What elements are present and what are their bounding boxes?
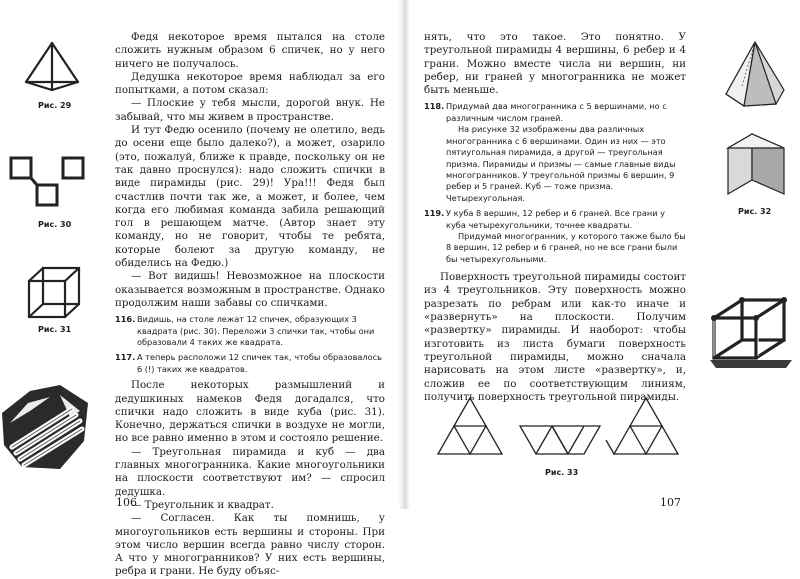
exercise-116 [115, 314, 385, 348]
caption-fig30: Рис. 30 [38, 220, 72, 229]
left-page-text [115, 31, 385, 579]
paragraph: — Треугольник и квадрат. [131, 498, 274, 511]
exercise-text: На рисунке 32 изображены два различных многогранника с 6 вершинами. Один из них — это пятиугольная пирамида, а другой — треугольная призма. Пирамиды и призмы — самые главные виды многогранников. У треугольной призмы 6 вершин, 9 ребер и 5 граней. Куб — тоже призма. Четырехугольная. [446, 124, 676, 203]
exercise-number: 119. [424, 208, 445, 219]
book-spine-gutter [398, 0, 410, 509]
paragraph: После некоторых размышлений и дедушкиных намеков Федя догадался, что спички надо сложить в виде куба (рис. 31). Конечно, держаться спички в воздухе не могли, но все равно именно в этом и состояло решение. [115, 379, 385, 445]
cube-frame-illustration [706, 290, 794, 370]
right-figure-column [700, 0, 800, 509]
caption-fig33: Рис. 33 [545, 468, 579, 477]
exercise-118 [424, 101, 686, 204]
paragraph: — Согласен. Как ты помнишь, у многоугольников есть вершины и стороны. При этом число вершин всегда равно числу сторон. А что у многогранников? У них есть вершины, ребра и грани. Не буду объяс- [115, 512, 385, 578]
match-bundle-illustration [0, 383, 92, 473]
matchstick-pyramid-figure [22, 40, 82, 95]
exercise-text: Придумай два многогранника с 5 вершинами, но с различным числом граней. [446, 101, 667, 123]
triangular-prism-figure [722, 128, 790, 200]
paragraph: нять, что это такое. Это понятно. У треугольной пирамиды 4 вершины, 6 ребер и 4 грани. Можно вместе числа ни вершин, ни ребер, ни граней у многогранника не может быть меньше. [424, 31, 686, 97]
exercise-text: А теперь расположи 12 спичек так, чтобы образовалось 6 (!) таких же квадратов. [137, 352, 382, 374]
paragraph: Поверхность треугольной пирамиды состоит из 4 треугольников. Эту поверхность можно разрезать по ребрам или как-то иначе и «развернуть» на плоскости. Получим «развертку» пирамиды. И наоборот: чтобы изготовить из листа бумаги поверхность треугольной пирамиды, можно сначала нарисовать на этом листе «развертку», и, сложив ее по соответствующим линиям, получить поверхность треугольной пирамиды. [424, 271, 686, 403]
matchstick-squares-figure [8, 155, 88, 213]
paragraph: И тут Федю осенило (почему не олетило, ведь до осени еще было далеко?), а может, озарило (это, пожалуй, ближе к правде, поскольку он не так давно проснулся): надо сложить спички в виде пирамиды (рис. 29)! Ура!!! Федя был счастлив почти так же, а может, и более, чем когда его любимая команда забила решающий гол в решающем матче. (Автор знает эту команду, но не говорит, чтобы те ребята, которые болеют за другую команду, не обиделись на Федю.) [115, 124, 385, 270]
exercise-117 [115, 352, 385, 375]
paragraph: Федя некоторое время пытался на столе сложить нужным образом 6 спичек, но у него ничего не получалось. [115, 31, 385, 70]
left-figure-column [0, 0, 96, 509]
exercise-number: 116. [115, 314, 136, 325]
caption-fig31: Рис. 31 [38, 325, 72, 334]
matchstick-cube-figure [26, 265, 84, 323]
caption-fig29: Рис. 29 [38, 101, 72, 110]
exercise-number: 117. [115, 352, 136, 363]
paragraph: Дедушка некоторое время наблюдал за его попытками, а потом сказал: [115, 70, 385, 97]
paragraph: — Треугольная пирамида и куб — два главных многогранника. Какие многоугольники на плоскости соответствуют им? — спросил дедушка. [115, 445, 385, 498]
exercise-text: Видишь, на столе лежат 12 спичек, образующих 3 квадрата (рис. 30). Переложи 3 спички так, чтобы они образовали 4 таких же квадрата. [137, 314, 375, 348]
exercise-number: 118. [424, 101, 445, 112]
exercise-text: Придумай многогранник, у которого также было бы 8 вершин, 12 ребер и 6 граней, но не все грани были бы четырехугольными. [446, 230, 686, 264]
page-number-right: 107 [660, 496, 681, 509]
right-page-text [424, 31, 686, 404]
pyramid-net-figure [434, 392, 690, 460]
pentagonal-pyramid-figure [722, 38, 788, 110]
exercise-text: У куба 8 вершин, 12 ребер и 6 граней. Все грани у куба четырехугольники, точнее квадраты. [446, 208, 665, 230]
page-number-left: 106 [116, 496, 137, 509]
caption-fig32: Рис. 32 [738, 207, 772, 216]
exercise-119 [424, 208, 686, 265]
paragraph: — Плоские у тебя мысли, дорогой внук. Не забывай, что мы живем в пространстве. [115, 97, 385, 123]
paragraph: — Вот видишь! Невозможное на плоскости оказывается возможным в пространстве. Однако продолжим наши забавы со спичками. [115, 270, 385, 309]
